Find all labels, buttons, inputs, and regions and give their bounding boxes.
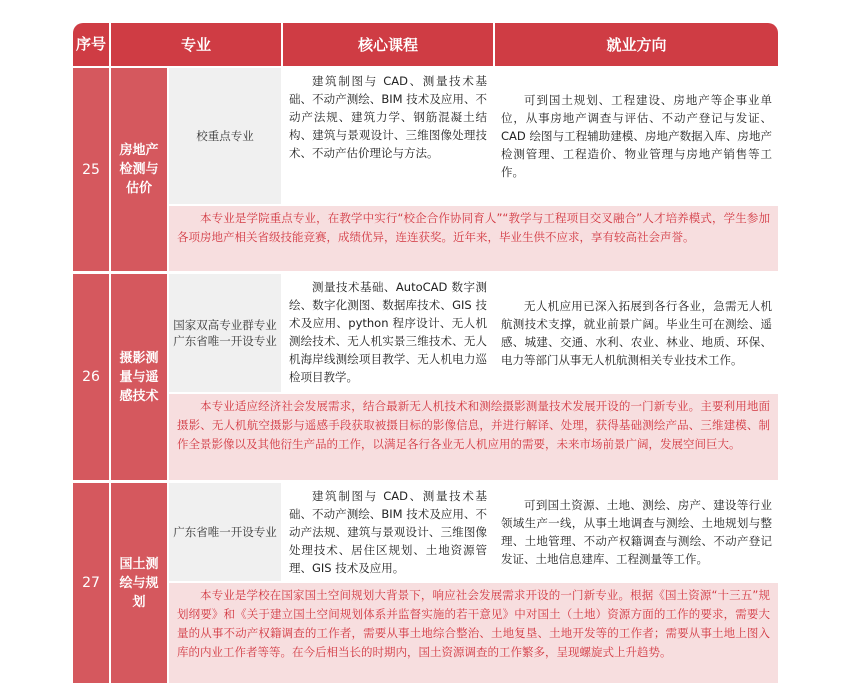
row-number: 27 [73, 483, 109, 683]
major-name: 房地产检测与估价 [111, 68, 167, 271]
career-text: 可到国土规划、工程建设、房地产等企事业单位，从事房地产调查与评估、不动产登记与发证、CAD 绘图与工程辅助建模、房地产数据入库、房地产检测管理、工程造价、物业管理与房地产销售等工作。 [501, 93, 772, 179]
table-header [73, 23, 778, 66]
header-major: 专业 [111, 23, 281, 66]
core-courses: 建筑制图与 CAD、测量技术基础、不动产测绘、BIM 技术及应用、不动产法规、建筑力学、钢筋混凝土结构、建筑与景观设计、三维图像处理技术、不动产估价理论与方法。 [283, 68, 493, 204]
major-name: 国土测绘与规划 [111, 483, 167, 683]
core-courses: 测量技术基础、AutoCAD 数字测绘、数字化测图、数据库技术、GIS 技术及应用、python 程序设计、无人机测绘技术、无人机实景三维技术、无人机海岸线测绘项目教学、无人机电力巡检项目教学。 [283, 274, 493, 392]
major-note: 本专业适应经济社会发展需求，结合最新无人机技术和测绘摄影测量技术发展开设的一门新专业。主要利用地面摄影、无人机航空摄影与遥感手段获取被摄目标的影像信息，并进行解译、处理，获得基础测绘产品、三维建模、制作全景影像以及其他衍生产品的工作，以满足各行各业无人机应用的需要，未来市场前景广阔，发展空间巨大。 [169, 394, 778, 480]
major-tag: 广东省唯一开设专业 [169, 483, 281, 581]
career-direction [495, 274, 778, 392]
major-note: 本专业是学校在国家国土空间规划大背景下，响应社会发展需求开设的一门新专业。根据《国土资源“十三五”规划纲要》和《关于建立国土空间规划体系并监督实施的若干意见》中对国土（土地）资源方面的工作的要求，需要大量的从事不动产权籍调查的工作者，需要从事土地综合整治、土地复垦、土地开发等的工作者；需要从事土地上图入库的内业工作者等等。在今后相当长的时期内，国土资源调查的工作繁多，呈现螺旋式上升趋势。 [169, 583, 778, 683]
major-tag: 国家双高专业群专业广东省唯一开设专业 [169, 274, 281, 392]
major-note: 本专业是学院重点专业，在教学中实行“校企合作协同育人”“教学与工程项目交叉融合”人才培养模式，学生参加各项房地产相关省级技能竞赛，成绩优异，连连获奖。近年来，毕业生供不应求，享有较高社会声誉。 [169, 206, 778, 271]
career-text: 可到国土资源、土地、测绘、房产、建设等行业领域生产一线，从事土地调查与测绘、土地规划与整理、土地管理、不动产权籍调查与测绘、不动产登记发证、土地信息建库、工程测量等工作。 [501, 498, 772, 566]
table-row [73, 68, 778, 271]
major-name: 摄影测量与遥感技术 [111, 274, 167, 480]
career-text: 无人机应用已深入拓展到各行各业，急需无人机航测技术支撑，就业前景广阔。毕业生可在测绘、遥感、城建、交通、水利、农业、林业、地质、环保、电力等部门从事无人机航测相关专业技术工作。 [501, 299, 772, 367]
career-direction [495, 483, 778, 581]
majors-table [73, 23, 778, 686]
major-tag: 校重点专业 [169, 68, 281, 204]
core-courses: 建筑制图与 CAD、测量技术基础、不动产测绘、BIM 技术及应用、不动产法规、建筑与景观设计、三维图像处理技术、居住区规划、土地资源管理、GIS 技术及应用。 [283, 483, 493, 581]
header-career: 就业方向 [495, 23, 778, 66]
row-number: 25 [73, 68, 109, 271]
career-direction [495, 68, 778, 204]
table-row [73, 274, 778, 480]
table-row [73, 483, 778, 683]
header-course: 核心课程 [283, 23, 493, 66]
header-no: 序号 [73, 23, 109, 66]
row-number: 26 [73, 274, 109, 480]
